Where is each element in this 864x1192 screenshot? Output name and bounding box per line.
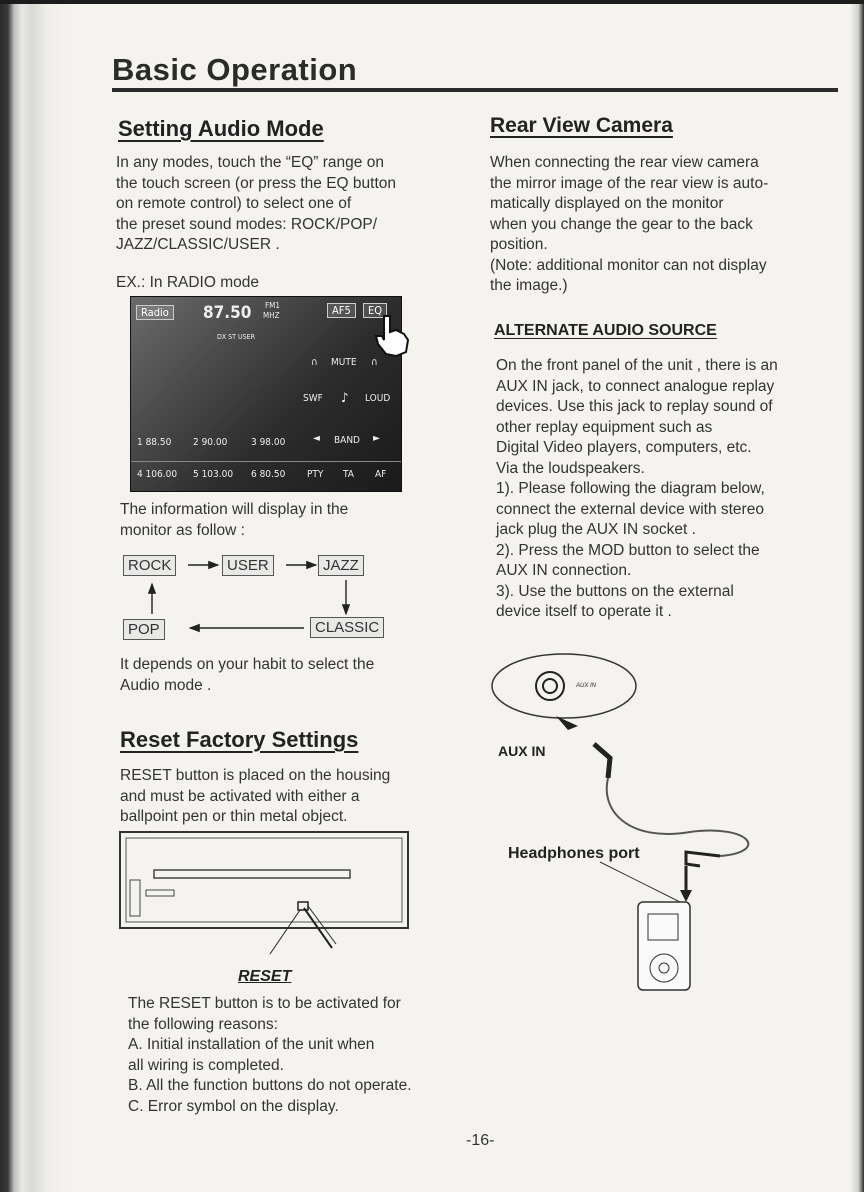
- mode-flow-arrows: [110, 550, 410, 650]
- headphone-right-icon: ∩: [371, 357, 378, 368]
- page-number: -16-: [466, 1132, 495, 1149]
- mode-user: USER: [222, 555, 274, 576]
- headphone-left-icon: ∩: [311, 357, 318, 368]
- camera-text: When connecting the rear view camera the mirror image of the rear view is auto- matically displayed on the monitor when you change the gear to the back position. (Note: additional monitor can not display the image.): [490, 154, 769, 294]
- af-label: AF: [375, 469, 387, 480]
- head-unit-illustration: [118, 830, 418, 960]
- preset-1: 1 88.50: [137, 437, 172, 448]
- preset-3: 3 98.00: [251, 437, 286, 448]
- pointing-hand-icon: [366, 310, 416, 360]
- radio-frequency: 87.50: [203, 303, 252, 323]
- screen-divider: [131, 461, 401, 462]
- mute-label: MUTE: [331, 357, 357, 368]
- eq-button: EQ: [363, 303, 387, 318]
- aux-in-small-label: AUX IN: [576, 683, 597, 689]
- headphones-port-label: Headphones port: [508, 845, 640, 862]
- aux-in-label: AUX IN: [498, 743, 546, 759]
- radio-label: Radio: [136, 305, 174, 320]
- pty-label: PTY: [307, 469, 324, 480]
- radio-band: FM1: [265, 301, 280, 310]
- page-top-edge: [0, 0, 864, 4]
- example-label: EX.: In RADIO mode: [116, 274, 259, 291]
- band-label: BAND: [334, 435, 360, 446]
- mode-jazz: JAZZ: [318, 555, 364, 576]
- mode-rock: ROCK: [123, 555, 176, 576]
- loud-label: LOUD: [365, 393, 391, 404]
- page-title: Basic Operation: [112, 52, 358, 87]
- audio-mode-intro: In any modes, touch the “EQ” range on the touch screen (or press the EQ button on remote control) to select one of the preset sound modes: ROCK/POP/ JAZZ/CLASSIC/USER .: [116, 154, 397, 253]
- display-description: The information will display in the monitor as follow :: [120, 501, 349, 539]
- aux-connection-diagram: [490, 652, 780, 1002]
- reset-reasons: The RESET button is to be activated for the following reasons: A. Initial installation of the unit when all wiring is completed. B. All the function buttons do not operate. C. Error symbol on the display.: [128, 995, 412, 1115]
- band-left-arrow-icon: ◄: [313, 433, 320, 444]
- radio-screen-illustration: [130, 296, 402, 492]
- band-right-arrow-icon: ►: [373, 433, 380, 444]
- reset-intro: RESET button is placed on the housing and must be activated with either a ballpoint pen or thin metal object.: [120, 767, 391, 825]
- book-binding-shadow: [0, 0, 70, 1192]
- radio-status: DX ST USER: [217, 333, 255, 341]
- swf-label: SWF: [303, 393, 323, 404]
- habit-text: It depends on your habit to select the Audio mode .: [120, 656, 375, 694]
- reset-label: RESET: [238, 968, 292, 985]
- mode-classic: CLASSIC: [310, 617, 384, 638]
- ta-label: TA: [343, 469, 354, 480]
- reset-heading: Reset Factory Settings: [120, 727, 359, 752]
- preset-4: 4 106.00: [137, 469, 178, 480]
- radio-unit: MHZ: [263, 311, 280, 320]
- audio-mode-heading: Setting Audio Mode: [118, 116, 324, 141]
- alt-audio-heading: ALTERNATE AUDIO SOURCE: [494, 322, 717, 339]
- title-rule: [112, 88, 838, 92]
- music-note-icon: ♪: [341, 391, 349, 406]
- af5-button: AF5: [327, 303, 356, 318]
- mode-pop: POP: [123, 619, 165, 640]
- camera-heading: Rear View Camera: [490, 114, 673, 137]
- alt-audio-text: On the front panel of the unit , there is an AUX IN jack, to connect analogue replay devices. Use this jack to replay sound of other replay equipment such as Digital Video players, computers, etc. Via the loudspeakers. 1). Please following the diagram below, connect the external device with stereo jack plug the AUX IN socket . 2). Press the MOD button to select the AUX IN connection. 3). Use the buttons on the external device itself to operate it .: [496, 357, 778, 620]
- preset-5: 5 103.00: [193, 469, 234, 480]
- preset-6: 6 80.50: [251, 469, 286, 480]
- preset-2: 2 90.00: [193, 437, 228, 448]
